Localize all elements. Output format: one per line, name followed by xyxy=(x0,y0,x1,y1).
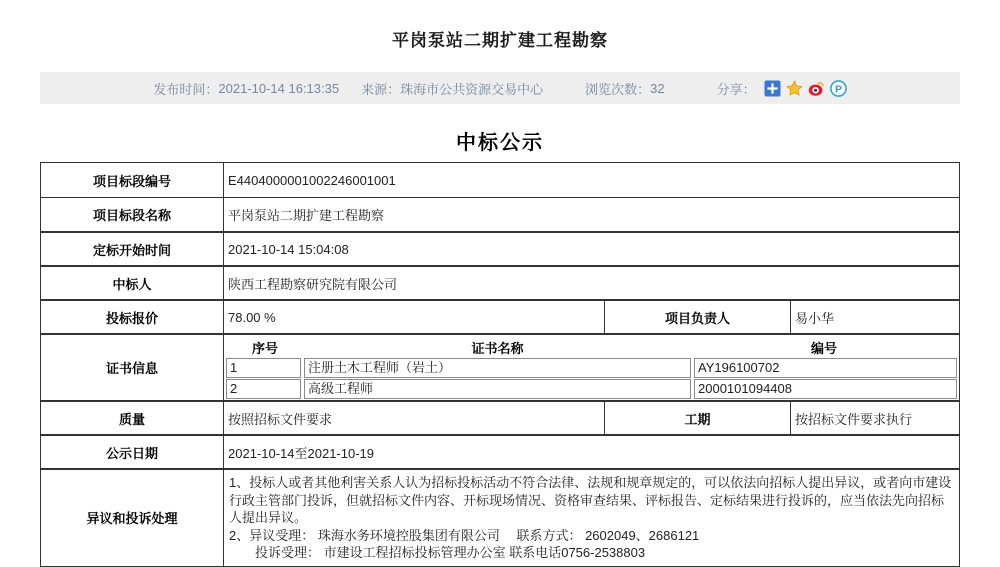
table-row-section-number xyxy=(41,163,959,197)
share-icon-group xyxy=(764,80,847,97)
pengyou-p-icon[interactable] xyxy=(830,80,847,97)
row-value: 2021-10-14 15:04:08 xyxy=(223,233,959,265)
certificate-header-row xyxy=(226,337,957,357)
table-row-bid-price xyxy=(41,299,959,333)
table-row-publicity-period xyxy=(41,434,959,468)
publicity-period-value: 2021-10-14至2021-10-19 xyxy=(223,436,959,468)
certificate-subtable xyxy=(223,335,959,400)
project-manager-value: 易小华 xyxy=(790,301,959,333)
table-row-quality xyxy=(41,400,959,434)
row-label: 项目标段编号 xyxy=(92,173,171,189)
project-manager-label: 项目负责人 xyxy=(604,301,790,333)
row-label: 项目标段名称 xyxy=(92,208,171,223)
row-label: 投标报价 xyxy=(105,310,158,326)
cert-header-name: 证书名称 xyxy=(471,340,524,356)
meta-bar xyxy=(40,72,960,104)
weibo-icon[interactable] xyxy=(808,80,825,97)
cert-header-number: 编号 xyxy=(810,340,837,356)
certificate-row xyxy=(226,379,957,399)
cert-name: 注册土木工程师（岩土） xyxy=(304,358,691,378)
row-value: 陕西工程勘察研究院有限公司 xyxy=(223,267,959,299)
cert-number: 2000101094408 xyxy=(694,379,957,399)
views-label: 浏览次数： xyxy=(585,81,651,97)
cert-seq: 2 xyxy=(226,379,301,399)
objection-line-3: 投诉受理： 市建设工程招标投标管理办公室 联系电话0756-2538803 xyxy=(229,545,646,560)
row-value: E4404000001002246001001 xyxy=(223,163,959,197)
objection-line-2: 2、异议受理： 珠海水务环境控股集团有限公司 联系方式： 2602049、2686121 xyxy=(229,527,700,543)
table-row-objection-handling xyxy=(41,468,959,566)
publish-time-label: 发布时间： xyxy=(153,81,219,97)
duration-value: 按招标文件要求执行 xyxy=(790,402,959,434)
publish-time-value: 2021-10-14 16:13:35 xyxy=(218,80,340,96)
row-label: 公示日期 xyxy=(105,445,158,461)
source-value: 珠海市公共资源交易中心 xyxy=(400,81,544,97)
source-label: 来源： xyxy=(361,81,401,97)
share-label: 分享： xyxy=(716,81,756,97)
share-plus-icon[interactable] xyxy=(764,80,781,97)
award-announcement-table xyxy=(40,162,960,567)
views-count: 32 xyxy=(650,80,665,96)
row-value: 平岗泵站二期扩建工程勘察 xyxy=(223,198,959,231)
duration-label: 工期 xyxy=(604,402,790,434)
announcement-heading: 中标公示 xyxy=(456,132,544,154)
row-label: 异议和投诉处理 xyxy=(86,511,178,527)
page-title: 平岗泵站二期扩建工程勘察 xyxy=(392,31,608,50)
row-label: 定标开始时间 xyxy=(92,242,171,258)
certificate-row xyxy=(226,358,957,378)
cert-header-seq: 序号 xyxy=(251,340,278,356)
table-row-award-start-time xyxy=(41,231,959,265)
row-label: 质量 xyxy=(118,411,145,427)
cert-name: 高级工程师 xyxy=(304,379,691,399)
bid-price-value: 78.00 % xyxy=(223,301,604,333)
row-label: 中标人 xyxy=(112,276,152,292)
table-row-section-name xyxy=(41,197,959,231)
quality-value: 按照招标文件要求 xyxy=(223,402,604,434)
objection-line-1: 1、投标人或者其他利害关系人认为招标投标活动不符合法律、法规和规章规定的，可以依法向招标人提出异议，或者向市建设行政主管部门投诉，但就招标文件内容、开标现场情况、资格审查结果、评标报告、定标结果进行投诉的，应当依法先向招标人提出异议。 xyxy=(229,475,952,525)
qzone-star-icon[interactable] xyxy=(786,80,803,97)
cert-number: AY196100702 xyxy=(694,358,957,378)
svg-text:P: P xyxy=(834,82,842,95)
cert-seq: 1 xyxy=(226,358,301,378)
objection-text xyxy=(223,470,959,566)
row-label: 证书信息 xyxy=(105,361,158,376)
table-row-winner xyxy=(41,265,959,299)
table-row-certificates xyxy=(41,333,959,400)
